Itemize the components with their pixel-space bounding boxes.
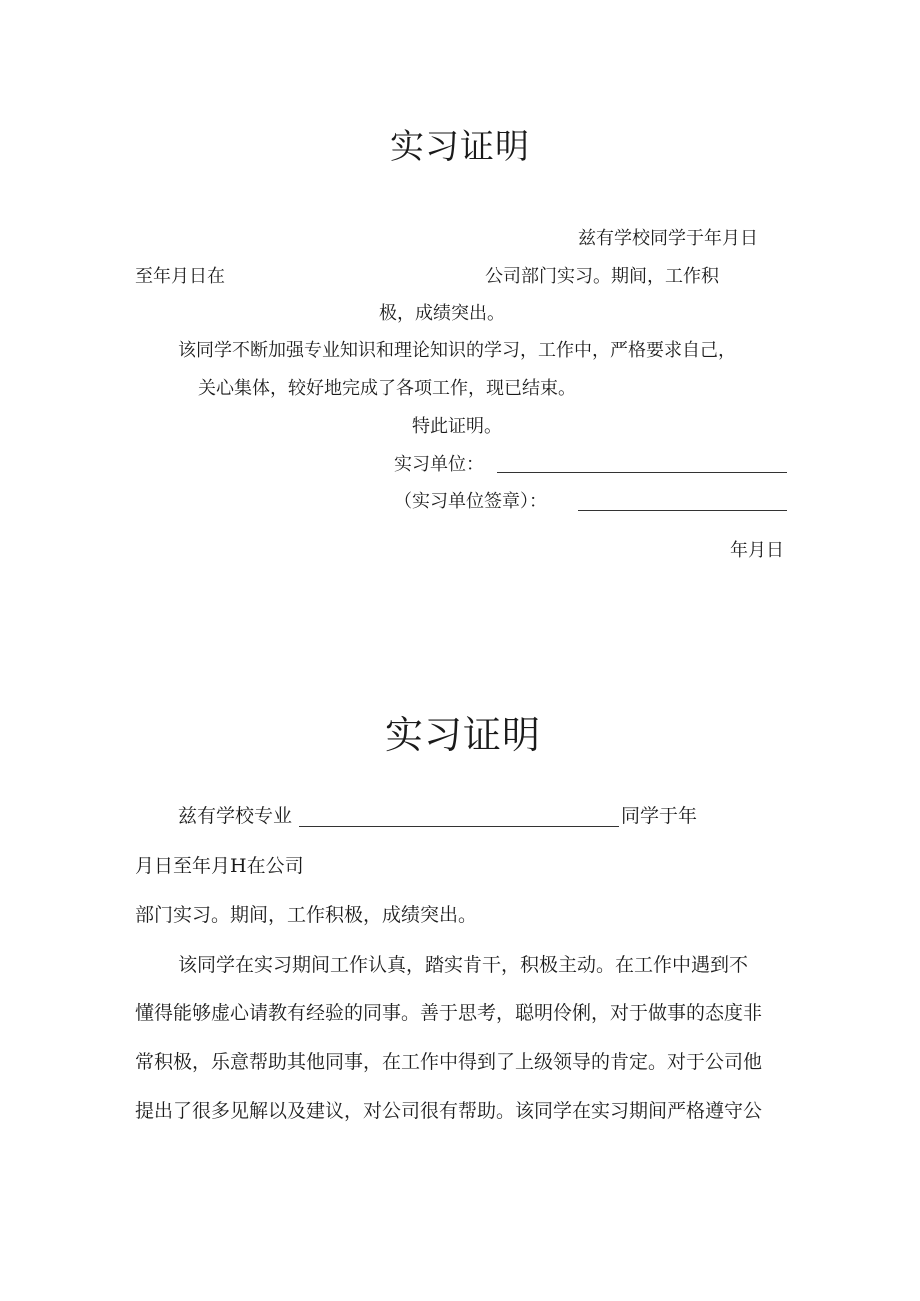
cert2-line-2: 月日至年月H在公司 [135, 855, 304, 877]
cert2-line-6: 常积极，乐意帮助其他同事，在工作中得到了上级领导的肯定。对于公司他 [135, 1051, 763, 1073]
cert2-line-3: 部门实习。期间，工作积极，成绩突出。 [135, 904, 478, 926]
seal-label: （实习单位签章）： [394, 491, 547, 512]
cert1-line-4: 该同学不断加强专业知识和理论知识的学习，工作中，严格要求自己， [178, 340, 736, 361]
cert2-line-4: 该同学在实习期间工作认真，踏实肯干，积极主动。在工作中遇到不 [178, 954, 749, 976]
cert2-line-7: 提出了很多见解以及建议，对公司很有帮助。该同学在实习期间严格遵守公 [135, 1100, 763, 1122]
seal-blank [578, 510, 787, 511]
cert1-line-1: 兹有学校同学于年月日 [578, 228, 758, 249]
cert2-line-1b: 同学于年 [621, 805, 698, 827]
cert1-line-6: 特此证明。 [412, 416, 502, 437]
cert1-line-3: 极，成绩突出。 [379, 303, 505, 324]
cert1-line-5: 关心集体，较好地完成了各项工作，现已结束。 [198, 378, 576, 399]
intern-unit-blank [497, 472, 787, 473]
cert2-line-5: 懂得能够虚心请教有经验的同事。善于思考，聪明伶俐，对于做事的态度非 [135, 1002, 763, 1024]
major-blank [299, 826, 619, 827]
certificate-2-title: 实习证明 [385, 713, 542, 757]
cert1-date: 年月日 [730, 540, 784, 561]
certificate-1-title: 实习证明 [390, 127, 530, 167]
intern-unit-label: 实习单位： [394, 454, 484, 475]
cert1-line-2a: 至年月日在 [135, 266, 225, 287]
cert1-line-2b: 公司部门实习。期间，工作积 [485, 266, 719, 287]
cert2-line-1a: 兹有学校专业 [178, 805, 293, 827]
